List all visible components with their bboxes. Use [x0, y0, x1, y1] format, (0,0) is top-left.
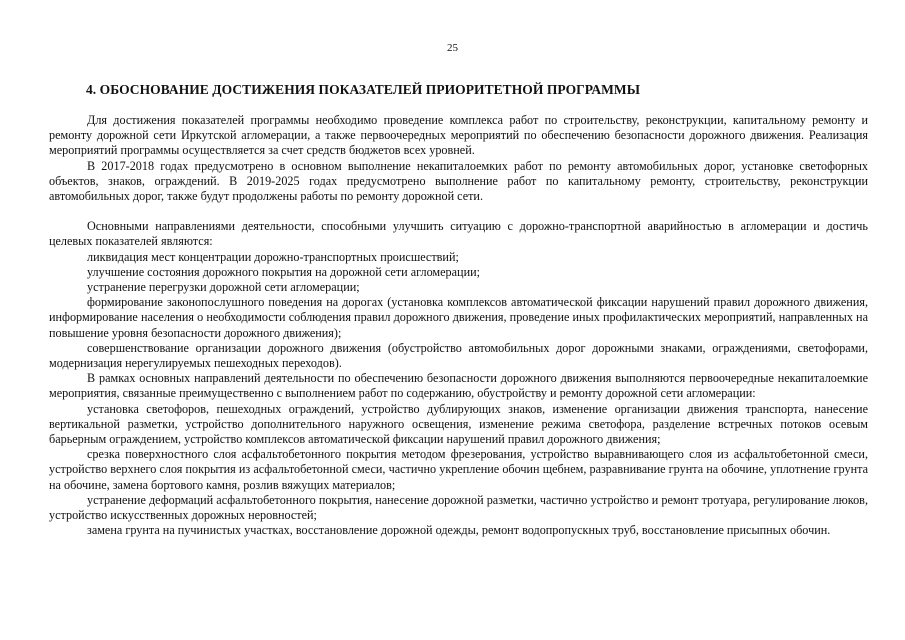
list-item: формирование законопослушного поведения на дорогах (установка комплексов автоматической фиксации нарушений правил дорожного движения, информирование населения о необходимости соблюдения правил дорожного движения, проведение иных профилактических мероприятий, направленных на повышение уровня безопасности дорожного движения); [49, 295, 868, 340]
paragraph: В 2017-2018 годах предусмотрено в основном выполнение некапиталоемких работ по ремонту автомобильных дорог, установке светофорных объектов, знаков, ограждений. В 2019-2025 годах предусмотрено выполнение работ по капитальному ремонту, строительству, реконструкции автомобильных дорог, также будут продолжены работы по ремонту дорожной сети. [49, 158, 868, 204]
list-item: срезка поверхностного слоя асфальтобетонного покрытия методом фрезерования, устройство выравнивающего слоя из асфальтобетонной смеси, устройство верхнего слоя покрытия из асфальтобетонной смеси, частично укрепление обочин щебнем, разравнивание грунта на обочине, уплотнение грунта на обочине, замена бортового камня, розлив вяжущих материалов; [49, 447, 868, 492]
list-item: установка светофоров, пешеходных ограждений, устройство дублирующих знаков, изменение организации движения транспорта, нанесение вертикальной разметки, устройство дополнительного наружного освещения, изменение режима светофора, разделение встречных потоков осевым барьерным ограждением, устройство комплексов автоматической фиксации нарушений правил дорожного движения; [49, 401, 868, 447]
paragraph: Для достижения показателей программы необходимо проведение комплекса работ по строительству, реконструкции, капитальному ремонту и ремонту дорожной сети Иркутской агломерации, а также первоочередных мероприятий по обеспечению безопасности дорожного движения. Реализация мероприятий программы осуществляется за счет средств бюджетов всех уровней. [49, 113, 868, 158]
list-item: замена грунта на пучинистых участках, восстановление дорожной одежды, ремонт водопропускных труб, восстановление присыпных обочин. [87, 523, 831, 538]
list-item: совершенствование организации дорожного движения (обустройство автомобильных дорог дорожными знаками, ограждениями, светофорами, модернизация нерегулируемых пешеходных переходов). [49, 340, 868, 371]
section-body [49, 113, 868, 538]
paragraph: Основными направлениями деятельности, способными улучшить ситуацию с дорожно-транспортной аварийностью в агломерации и достичь целевых показателей являются: [49, 219, 868, 249]
paragraph: В рамках основных направлений деятельности по обеспечению безопасности дорожного движения выполняются первоочередные некапиталоемкие мероприятия, связанные преимущественно с выполнением работ по содержанию, обустройству и ремонту дорожной сети агломерации: [49, 371, 868, 401]
page-number: 25 [447, 42, 458, 54]
list-item: ликвидация мест концентрации дорожно-транспортных происшествий; [87, 249, 459, 264]
list-item: устранение перегрузки дорожной сети агломерации; [87, 280, 360, 295]
list-item: улучшение состояния дорожного покрытия на дорожной сети агломерации; [87, 264, 481, 279]
section-heading: 4. ОБОСНОВАНИЕ ДОСТИЖЕНИЯ ПОКАЗАТЕЛЕЙ ПРИОРИТЕТНОЙ ПРОГРАММЫ [86, 82, 641, 97]
list-item: устранение деформаций асфальтобетонного покрытия, нанесение дорожной разметки, частично устройство и ремонт тротуара, регулирование люков, устройство искусственных дорожных неровностей; [49, 492, 868, 523]
